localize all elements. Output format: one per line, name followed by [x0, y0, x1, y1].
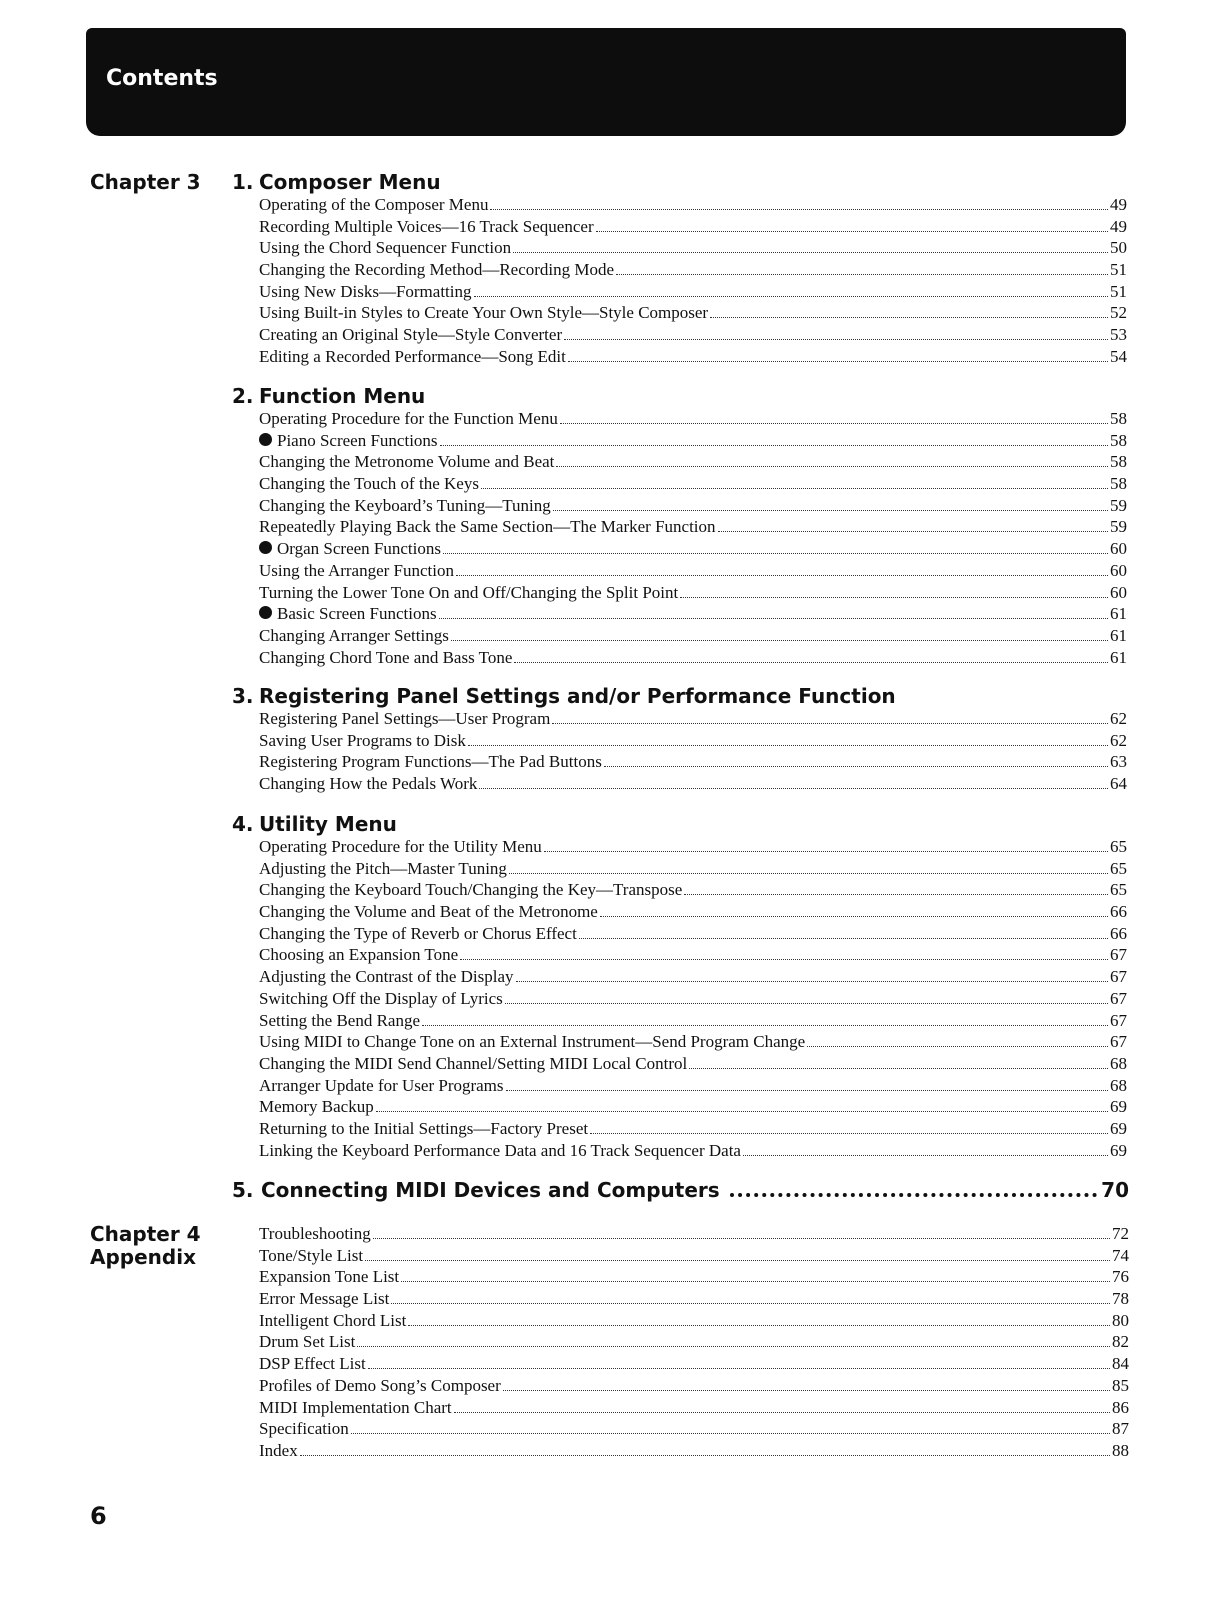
entry-title: Repeatedly Playing Back the Same Section—The Marker Function	[259, 517, 716, 537]
toc-entry[interactable]	[259, 1397, 1129, 1419]
dot-leader	[513, 252, 1108, 253]
dot-leader	[443, 553, 1108, 554]
page-ref: 67	[1110, 1010, 1127, 1030]
toc-entry[interactable]	[259, 194, 1127, 216]
toc-entry[interactable]	[259, 1118, 1127, 1140]
dot-leader	[552, 723, 1108, 724]
entry-title: Linking the Keyboard Performance Data and 16 Track Sequencer Data	[259, 1140, 741, 1160]
entry-title: MIDI Implementation Chart	[259, 1397, 452, 1417]
entry-title: Using New Disks—Formatting	[259, 281, 472, 301]
toc-entry[interactable]	[259, 473, 1127, 495]
page-ref: 59	[1110, 517, 1127, 537]
entry-title: Error Message List	[259, 1289, 390, 1309]
page-ref: 69	[1110, 1097, 1127, 1117]
toc-entry[interactable]	[259, 582, 1127, 604]
entry-title: Registering Program Functions—The Pad Buttons	[259, 752, 602, 772]
entry-title: Recording Multiple Voices—16 Track Sequencer	[259, 216, 594, 236]
dot-leader	[579, 938, 1108, 939]
entry-title: Memory Backup	[259, 1097, 374, 1117]
page-ref: 58	[1110, 409, 1127, 428]
entry-title: Returning to the Initial Settings—Factory Preset	[259, 1118, 589, 1138]
section-utility-menu	[232, 812, 1127, 1161]
entry-list	[259, 708, 1127, 795]
section-title: Connecting MIDI Devices and Computers	[261, 1178, 720, 1202]
toc-entry[interactable]	[259, 281, 1127, 303]
dot-leader	[479, 788, 1108, 789]
toc-entry[interactable]	[259, 560, 1127, 582]
toc-entry[interactable]	[259, 625, 1127, 647]
section-heading[interactable]	[232, 684, 1127, 708]
page-ref: 54	[1110, 346, 1127, 366]
section-composer-menu	[232, 170, 1127, 368]
page-ref: 62	[1110, 730, 1127, 750]
toc-entry[interactable]	[259, 1440, 1129, 1462]
dot-leader	[474, 296, 1109, 297]
dot-leader	[373, 1238, 1110, 1239]
toc-entry[interactable]	[259, 944, 1127, 966]
dot-leader	[391, 1303, 1110, 1304]
page-ref: 63	[1110, 752, 1127, 772]
page-ref: 58	[1110, 474, 1127, 494]
toc-entry[interactable]	[259, 451, 1127, 473]
toc-entry[interactable]	[259, 858, 1127, 880]
entry-title: Editing a Recorded Performance—Song Edit	[259, 346, 566, 366]
toc-entry[interactable]	[259, 1331, 1129, 1353]
dot-leader	[509, 873, 1108, 874]
dot-leader	[365, 1260, 1110, 1261]
entry-title: Switching Off the Display of Lyrics	[259, 988, 503, 1008]
toc-entry[interactable]	[259, 751, 1127, 773]
dot-leader	[357, 1346, 1110, 1347]
toc-entry[interactable]	[259, 923, 1127, 945]
page-ref: 51	[1110, 260, 1127, 280]
page-number: 6	[90, 1502, 107, 1530]
entry-title: Changing the Type of Reverb or Chorus Effect	[259, 923, 577, 943]
entry-title: Operating Procedure for the Function Menu	[259, 409, 558, 428]
entry-title: Using the Chord Sequencer Function	[259, 238, 512, 258]
dot-leader	[596, 231, 1108, 232]
bullet-icon	[259, 606, 272, 619]
chapter-4-number: Chapter 4	[90, 1222, 201, 1246]
entry-title: Operating of the Composer Menu	[259, 195, 489, 214]
section-function-menu	[232, 384, 1127, 668]
dot-leader	[556, 466, 1108, 467]
toc-entry[interactable]	[259, 495, 1127, 517]
section-heading[interactable]	[232, 812, 1127, 836]
page-ref: 67	[1110, 945, 1127, 965]
page-ref: 66	[1110, 902, 1127, 922]
entry-title: Organ Screen Functions	[277, 539, 441, 559]
toc-entry[interactable]	[259, 879, 1127, 901]
entry-title: Changing the Keyboard Touch/Changing the Key—Transpose	[259, 880, 683, 900]
toc-entry[interactable]	[259, 836, 1127, 858]
entry-title: Operating Procedure for the Utility Menu	[259, 837, 542, 856]
toc-entry[interactable]	[259, 988, 1127, 1010]
toc-entry[interactable]	[259, 647, 1127, 669]
page-ref: 80	[1112, 1310, 1129, 1330]
bullet-icon	[259, 541, 272, 554]
page-ref: 70	[1101, 1178, 1129, 1202]
page-ref: 84	[1112, 1354, 1129, 1374]
dot-leader	[490, 209, 1108, 210]
dot-leader	[481, 488, 1108, 489]
entry-title: Changing the Recording Method—Recording Mode	[259, 260, 615, 280]
dot-leader	[604, 766, 1108, 767]
chapter-4-label	[90, 1223, 220, 1269]
page-ref: 72	[1112, 1224, 1129, 1243]
page-ref: 51	[1110, 281, 1127, 301]
toc-entry[interactable]	[259, 730, 1127, 752]
dot-leader	[807, 1046, 1108, 1047]
page-ref: 86	[1112, 1397, 1129, 1417]
page-ref: 61	[1110, 604, 1127, 624]
dot-leader	[730, 1193, 1097, 1197]
page-ref: 67	[1110, 988, 1127, 1008]
dot-leader	[553, 510, 1108, 511]
entry-title: Changing the MIDI Send Channel/Setting MIDI Local Control	[259, 1053, 688, 1073]
entry-list	[259, 836, 1127, 1161]
section-registering-panel	[232, 684, 1127, 795]
toc-entry[interactable]	[259, 1031, 1127, 1053]
dot-leader	[710, 317, 1108, 318]
dot-leader	[718, 531, 1108, 532]
header-bar	[86, 28, 1126, 136]
page-ref: 61	[1110, 647, 1127, 667]
page-ref: 68	[1110, 1075, 1127, 1095]
page-ref: 65	[1110, 858, 1127, 878]
section-title: Composer Menu	[259, 170, 441, 194]
page-ref: 69	[1110, 1118, 1127, 1138]
entry-list	[259, 194, 1127, 368]
toc-entry[interactable]	[259, 1075, 1127, 1097]
page-ref: 60	[1110, 539, 1127, 559]
dot-leader	[454, 1412, 1110, 1413]
toc-entry[interactable]	[259, 966, 1127, 988]
dot-leader	[516, 981, 1108, 982]
entry-title: Changing How the Pedals Work	[259, 774, 478, 794]
page-ref: 76	[1112, 1267, 1129, 1287]
section-number: 5.	[232, 1178, 254, 1202]
entry-title: Changing the Metronome Volume and Beat	[259, 452, 555, 472]
entry-title: Setting the Bend Range	[259, 1010, 421, 1030]
entry-title: Intelligent Chord List	[259, 1310, 407, 1330]
toc-entry[interactable]	[259, 302, 1127, 324]
page-title: Contents	[106, 66, 218, 91]
dot-leader	[544, 851, 1108, 852]
page-ref: 74	[1112, 1245, 1129, 1265]
dot-leader	[564, 339, 1108, 340]
dot-leader	[422, 1025, 1108, 1026]
toc-entry[interactable]	[259, 708, 1127, 730]
entry-list	[259, 408, 1127, 668]
entry-title: Changing Arranger Settings	[259, 625, 449, 645]
page-ref: 49	[1110, 195, 1127, 214]
toc-entry[interactable]	[259, 1010, 1127, 1032]
dot-leader	[351, 1433, 1110, 1434]
entry-title: Drum Set List	[259, 1332, 356, 1352]
toc-entry[interactable]	[259, 603, 1127, 625]
toc-entry[interactable]	[259, 1288, 1129, 1310]
dot-leader	[616, 274, 1108, 275]
page-ref: 88	[1112, 1440, 1129, 1460]
toc-entry[interactable]	[259, 324, 1127, 346]
toc-entry[interactable]	[259, 1053, 1127, 1075]
toc-entry[interactable]	[259, 216, 1127, 238]
entry-title: Index	[259, 1440, 298, 1460]
toc-entry[interactable]	[259, 430, 1127, 452]
section-number: 3.	[232, 684, 254, 708]
section-title: Utility Menu	[259, 812, 397, 836]
entry-title: Changing Chord Tone and Bass Tone	[259, 647, 513, 667]
dot-leader	[743, 1155, 1108, 1156]
page-ref: 65	[1110, 837, 1127, 856]
dot-leader	[503, 1390, 1110, 1391]
entry-title: Choosing an Expansion Tone	[259, 945, 459, 965]
entry-title: Using the Arranger Function	[259, 560, 454, 580]
page-ref: 65	[1110, 880, 1127, 900]
entry-title: Changing the Keyboard’s Tuning—Tuning	[259, 495, 551, 515]
entry-title: Expansion Tone List	[259, 1267, 400, 1287]
dot-leader	[440, 445, 1108, 446]
dot-leader	[376, 1111, 1108, 1112]
dot-leader	[460, 959, 1108, 960]
dot-leader	[505, 1003, 1108, 1004]
entry-title: Changing the Volume and Beat of the Metronome	[259, 902, 598, 922]
page-ref: 69	[1110, 1140, 1127, 1160]
toc-entry[interactable]	[259, 259, 1127, 281]
entry-title: Turning the Lower Tone On and Off/Changing the Split Point	[259, 582, 679, 602]
dot-leader	[368, 1368, 1110, 1369]
entry-title: Piano Screen Functions	[277, 430, 438, 450]
dot-leader	[451, 640, 1108, 641]
entry-title: Registering Panel Settings—User Program	[259, 709, 551, 728]
dot-leader	[401, 1281, 1110, 1282]
page-ref: 64	[1110, 774, 1127, 794]
dot-leader	[300, 1455, 1110, 1456]
entry-title: Troubleshooting	[259, 1224, 371, 1243]
entry-title: Adjusting the Contrast of the Display	[259, 967, 514, 987]
entry-title: Saving User Programs to Disk	[259, 730, 466, 750]
dot-leader	[600, 916, 1108, 917]
dot-leader	[568, 361, 1108, 362]
appendix-list	[259, 1223, 1129, 1462]
section-number: 1.	[232, 170, 254, 194]
toc-entry[interactable]	[259, 1418, 1129, 1440]
page-ref: 61	[1110, 625, 1127, 645]
dot-leader	[506, 1090, 1108, 1091]
page-ref: 53	[1110, 325, 1127, 345]
page-ref: 50	[1110, 238, 1127, 258]
section-number: 2.	[232, 384, 254, 408]
toc-entry[interactable]	[259, 1096, 1127, 1118]
section-title: Function Menu	[259, 384, 426, 408]
entry-title: Arranger Update for User Programs	[259, 1075, 504, 1095]
page-ref: 67	[1110, 1032, 1127, 1052]
page-ref: 87	[1112, 1419, 1129, 1439]
dot-leader	[456, 575, 1108, 576]
toc-entry[interactable]	[259, 346, 1127, 368]
dot-leader	[689, 1068, 1108, 1069]
toc-entry[interactable]	[259, 1353, 1129, 1375]
entry-title: Using MIDI to Change Tone on an External Instrument—Send Program Change	[259, 1032, 806, 1052]
toc-entry[interactable]	[259, 1245, 1129, 1267]
page-ref: 59	[1110, 495, 1127, 515]
toc-entry[interactable]	[259, 1310, 1129, 1332]
page-ref: 49	[1110, 216, 1127, 236]
page-ref: 82	[1112, 1332, 1129, 1352]
page-ref: 60	[1110, 582, 1127, 602]
toc-entry[interactable]	[259, 901, 1127, 923]
page-ref: 67	[1110, 967, 1127, 987]
dot-leader	[560, 423, 1108, 424]
chapter-4-name: Appendix	[90, 1245, 196, 1269]
page-ref: 52	[1110, 303, 1127, 323]
page-ref: 62	[1110, 709, 1127, 728]
toc-entry[interactable]	[259, 1140, 1127, 1162]
section-number: 4.	[232, 812, 254, 836]
entry-title: DSP Effect List	[259, 1354, 366, 1374]
toc-entry[interactable]	[259, 538, 1127, 560]
dot-leader	[590, 1133, 1108, 1134]
entry-title: Adjusting the Pitch—Master Tuning	[259, 858, 507, 878]
page-ref: 58	[1110, 452, 1127, 472]
section-title: Registering Panel Settings and/or Performance Function	[259, 684, 896, 708]
toc-entry[interactable]	[259, 1375, 1129, 1397]
section-connecting-midi[interactable]	[232, 1178, 1129, 1204]
toc-entry[interactable]	[259, 1266, 1129, 1288]
toc-entry[interactable]	[259, 237, 1127, 259]
page-ref: 78	[1112, 1289, 1129, 1309]
entry-title: Specification	[259, 1419, 349, 1439]
entry-title: Basic Screen Functions	[277, 604, 437, 624]
entry-title: Changing the Touch of the Keys	[259, 474, 479, 494]
dot-leader	[514, 662, 1108, 663]
dot-leader	[468, 745, 1108, 746]
bullet-icon	[259, 433, 272, 446]
toc-entry[interactable]	[259, 516, 1127, 538]
page-ref: 66	[1110, 923, 1127, 943]
section-heading[interactable]	[232, 170, 1127, 194]
page-ref: 58	[1110, 430, 1127, 450]
page-ref: 60	[1110, 560, 1127, 580]
toc-entry[interactable]	[259, 408, 1127, 430]
dot-leader	[680, 597, 1108, 598]
page-ref: 68	[1110, 1053, 1127, 1073]
section-heading[interactable]	[232, 384, 1127, 408]
page-ref: 85	[1112, 1375, 1129, 1395]
entry-title: Creating an Original Style—Style Converter	[259, 325, 563, 345]
chapter-3-label: Chapter 3	[90, 170, 201, 194]
entry-title: Using Built-in Styles to Create Your Own Style—Style Composer	[259, 303, 709, 323]
entry-title: Tone/Style List	[259, 1245, 364, 1265]
toc-entry[interactable]	[259, 773, 1127, 795]
dot-leader	[439, 618, 1108, 619]
toc-entry[interactable]	[259, 1223, 1129, 1245]
entry-title: Profiles of Demo Song’s Composer	[259, 1375, 501, 1395]
dot-leader	[684, 894, 1108, 895]
dot-leader	[408, 1325, 1110, 1326]
